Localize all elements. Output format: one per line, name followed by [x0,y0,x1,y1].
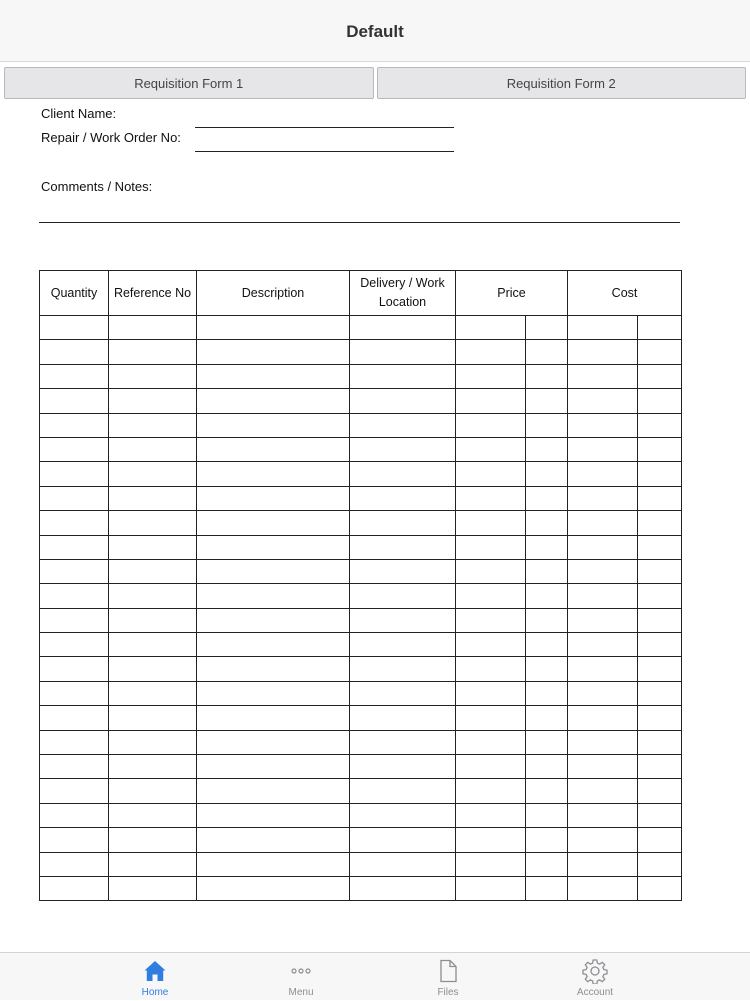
table-cell[interactable] [350,755,456,779]
table-cell[interactable] [40,413,109,437]
table-cell[interactable] [526,486,568,510]
table-cell[interactable] [197,364,350,388]
table-cell[interactable] [568,730,638,754]
table-cell[interactable] [568,779,638,803]
table-cell[interactable] [40,462,109,486]
table-cell[interactable] [526,340,568,364]
table-cell[interactable] [40,755,109,779]
work-order-label: Repair / Work Order No: [41,130,181,145]
table-cell[interactable] [40,608,109,632]
table-cell[interactable] [456,706,526,730]
table-cell[interactable] [350,364,456,388]
table-cell[interactable] [638,779,682,803]
table-cell[interactable] [456,779,526,803]
table-cell[interactable] [526,730,568,754]
table-cell[interactable] [109,316,197,340]
table-row [40,633,682,657]
header-description: Description [197,271,350,316]
table-cell[interactable] [40,828,109,852]
table-cell[interactable] [197,511,350,535]
table-cell[interactable] [638,511,682,535]
table-cell[interactable] [526,364,568,388]
table-cell[interactable] [456,876,526,900]
table-cell[interactable] [109,437,197,461]
navigation-bar [0,0,750,62]
table-cell[interactable] [456,462,526,486]
tab-bar [0,952,750,1000]
table-row [40,657,682,681]
table-cell[interactable] [568,681,638,705]
table-cell[interactable] [197,633,350,657]
table-cell[interactable] [568,584,638,608]
table-cell[interactable] [638,389,682,413]
table-cell[interactable] [568,657,638,681]
table-row [40,852,682,876]
table-cell[interactable] [456,486,526,510]
table-cell[interactable] [526,559,568,583]
table-cell[interactable] [568,535,638,559]
table-header-row [40,271,682,316]
table-cell[interactable] [109,389,197,413]
table-cell[interactable] [638,535,682,559]
table-cell[interactable] [638,462,682,486]
table-cell[interactable] [40,364,109,388]
table-cell[interactable] [456,340,526,364]
table-cell[interactable] [40,803,109,827]
table-cell[interactable] [40,437,109,461]
table-cell[interactable] [526,462,568,486]
segment-requisition-form-2[interactable]: Requisition Form 2 [377,67,747,99]
table-cell[interactable] [568,316,638,340]
table-cell[interactable] [526,413,568,437]
table-cell[interactable] [638,559,682,583]
table-cell[interactable] [197,681,350,705]
table-cell[interactable] [526,681,568,705]
table-row [40,584,682,608]
table-cell[interactable] [109,803,197,827]
table-cell[interactable] [526,657,568,681]
table-cell[interactable] [638,633,682,657]
table-cell[interactable] [350,828,456,852]
tab-menu[interactable] [241,953,361,1001]
table-cell[interactable] [197,803,350,827]
table-cell[interactable] [350,389,456,413]
table-cell[interactable] [456,828,526,852]
table-cell[interactable] [526,511,568,535]
table-cell[interactable] [526,828,568,852]
table-cell[interactable] [197,462,350,486]
table-cell[interactable] [638,657,682,681]
table-row [40,876,682,900]
segment-requisition-form-1[interactable]: Requisition Form 1 [4,67,374,99]
table-row [40,755,682,779]
gear-icon [582,958,608,984]
table-cell[interactable] [40,779,109,803]
table-cell[interactable] [197,340,350,364]
table-cell[interactable] [109,559,197,583]
tab-account[interactable] [535,953,655,1001]
table-cell[interactable] [526,803,568,827]
table-cell[interactable] [109,755,197,779]
table-cell[interactable] [350,316,456,340]
table-cell[interactable] [638,706,682,730]
table-cell[interactable] [197,779,350,803]
table-cell[interactable] [40,511,109,535]
table-cell[interactable] [638,608,682,632]
table-cell[interactable] [197,535,350,559]
table-cell[interactable] [197,389,350,413]
table-cell[interactable] [40,852,109,876]
table-cell[interactable] [638,876,682,900]
table-cell[interactable] [40,876,109,900]
table-cell[interactable] [197,316,350,340]
table-cell[interactable] [638,340,682,364]
table-cell[interactable] [456,511,526,535]
table-cell[interactable] [526,633,568,657]
client-name-label: Client Name: [41,106,117,121]
table-cell[interactable] [568,413,638,437]
table-cell[interactable] [350,803,456,827]
table-cell[interactable] [526,389,568,413]
table-cell[interactable] [568,559,638,583]
table-cell[interactable] [40,486,109,510]
table-row [40,389,682,413]
table-cell[interactable] [638,364,682,388]
table-cell[interactable] [568,486,638,510]
tab-menu-label: Menu [288,987,314,998]
table-cell[interactable] [350,779,456,803]
tab-files[interactable] [388,953,508,1001]
table-cell[interactable] [40,316,109,340]
table-row [40,535,682,559]
table-cell[interactable] [638,413,682,437]
table-cell[interactable] [638,681,682,705]
table-cell[interactable] [350,584,456,608]
table-cell[interactable] [350,706,456,730]
table-cell[interactable] [197,852,350,876]
table-cell[interactable] [40,559,109,583]
table-cell[interactable] [638,584,682,608]
table-cell[interactable] [568,633,638,657]
table-cell[interactable] [456,584,526,608]
table-cell[interactable] [197,657,350,681]
table-cell[interactable] [109,364,197,388]
table-cell[interactable] [40,657,109,681]
table-cell[interactable] [456,681,526,705]
table-cell[interactable] [526,779,568,803]
header-cost: Cost [568,271,682,316]
table-cell[interactable] [40,535,109,559]
table-cell[interactable] [40,584,109,608]
table-cell[interactable] [197,437,350,461]
table-cell[interactable] [456,803,526,827]
table-cell[interactable] [350,511,456,535]
table-cell[interactable] [350,437,456,461]
table-row [40,559,682,583]
table-cell[interactable] [197,608,350,632]
table-cell[interactable] [456,852,526,876]
table-cell[interactable] [109,633,197,657]
tab-home[interactable] [95,953,215,1001]
header-delivery-work-location: Delivery / Work Location [350,271,456,316]
table-row [40,462,682,486]
table-body [40,316,682,901]
work-order-field[interactable] [195,151,454,152]
table-cell[interactable] [568,828,638,852]
table-cell[interactable] [638,437,682,461]
table-cell[interactable] [638,852,682,876]
table-cell[interactable] [456,364,526,388]
table-cell[interactable] [350,633,456,657]
table-cell[interactable] [526,316,568,340]
table-cell[interactable] [350,608,456,632]
table-cell[interactable] [197,706,350,730]
header-price: Price [456,271,568,316]
table-cell[interactable] [638,828,682,852]
table-cell[interactable] [197,486,350,510]
home-icon [142,958,168,984]
table-cell[interactable] [197,828,350,852]
table-cell[interactable] [526,584,568,608]
table-cell[interactable] [456,437,526,461]
table-cell[interactable] [109,876,197,900]
table-cell[interactable] [456,316,526,340]
table-cell[interactable] [109,340,197,364]
table-cell[interactable] [109,535,197,559]
table-cell[interactable] [40,730,109,754]
table-cell[interactable] [109,657,197,681]
table-cell[interactable] [456,559,526,583]
table-row [40,730,682,754]
table-row [40,364,682,388]
table-cell[interactable] [109,608,197,632]
client-name-field[interactable] [195,127,454,128]
more-dots-icon [288,958,314,984]
table-row [40,608,682,632]
table-cell[interactable] [568,389,638,413]
table-row [40,828,682,852]
table-cell[interactable] [568,755,638,779]
table-cell[interactable] [526,706,568,730]
header-quantity: Quantity [40,271,109,316]
table-cell[interactable] [526,852,568,876]
table-cell[interactable] [350,413,456,437]
table-cell[interactable] [350,681,456,705]
table-cell[interactable] [638,755,682,779]
table-row [40,803,682,827]
table-cell[interactable] [109,828,197,852]
table-cell[interactable] [568,437,638,461]
table-cell[interactable] [456,657,526,681]
table-cell[interactable] [350,730,456,754]
table-cell[interactable] [350,559,456,583]
tab-home-label: Home [141,987,169,998]
table-cell[interactable] [456,633,526,657]
header-reference-no: Reference No [109,271,197,316]
table-cell[interactable] [350,535,456,559]
page-title: Default [346,21,404,41]
table-cell[interactable] [568,706,638,730]
table-cell[interactable] [568,511,638,535]
table-cell[interactable] [350,852,456,876]
form-selector [4,67,746,99]
tab-account-label: Account [576,987,614,998]
table-cell[interactable] [350,876,456,900]
table-cell[interactable] [40,389,109,413]
requisition-table [39,270,682,901]
table-cell[interactable] [109,486,197,510]
comments-label: Comments / Notes: [41,179,153,194]
table-cell[interactable] [526,437,568,461]
table-cell[interactable] [456,755,526,779]
table-cell[interactable] [638,730,682,754]
table-cell[interactable] [456,389,526,413]
table-cell[interactable] [568,608,638,632]
table-cell[interactable] [109,462,197,486]
table-cell[interactable] [197,584,350,608]
table-cell[interactable] [350,486,456,510]
table-cell[interactable] [197,730,350,754]
table-row [40,486,682,510]
table-cell[interactable] [456,413,526,437]
table-cell[interactable] [350,657,456,681]
file-icon [435,958,461,984]
table-cell[interactable] [456,730,526,754]
table-cell[interactable] [197,755,350,779]
table-cell[interactable] [638,316,682,340]
table-cell[interactable] [197,559,350,583]
table-row [40,681,682,705]
table-cell[interactable] [40,633,109,657]
table-cell[interactable] [40,706,109,730]
tab-files-label: Files [437,987,459,998]
table-cell[interactable] [568,340,638,364]
table-cell[interactable] [109,706,197,730]
table-cell[interactable] [109,413,197,437]
table-row [40,511,682,535]
table-cell[interactable] [109,584,197,608]
table-cell[interactable] [109,511,197,535]
table-cell[interactable] [109,681,197,705]
table-cell[interactable] [109,852,197,876]
table-row [40,706,682,730]
table-row [40,437,682,461]
table-cell[interactable] [197,876,350,900]
table-cell[interactable] [40,681,109,705]
table-cell[interactable] [456,535,526,559]
table-cell[interactable] [109,779,197,803]
table-cell[interactable] [456,608,526,632]
table-cell[interactable] [638,803,682,827]
table-cell[interactable] [526,608,568,632]
comments-field[interactable] [39,222,680,223]
table-cell[interactable] [40,340,109,364]
table-cell[interactable] [568,364,638,388]
table-row [40,316,682,340]
table-cell[interactable] [568,462,638,486]
table-cell[interactable] [350,462,456,486]
table-cell[interactable] [568,803,638,827]
table-cell[interactable] [568,852,638,876]
table-cell[interactable] [526,755,568,779]
table-cell[interactable] [197,413,350,437]
table-cell[interactable] [526,876,568,900]
table-row [40,340,682,364]
table-cell[interactable] [568,876,638,900]
table-cell[interactable] [109,730,197,754]
table-cell[interactable] [350,340,456,364]
table-cell[interactable] [638,486,682,510]
table-cell[interactable] [526,535,568,559]
table-row [40,413,682,437]
table-row [40,779,682,803]
